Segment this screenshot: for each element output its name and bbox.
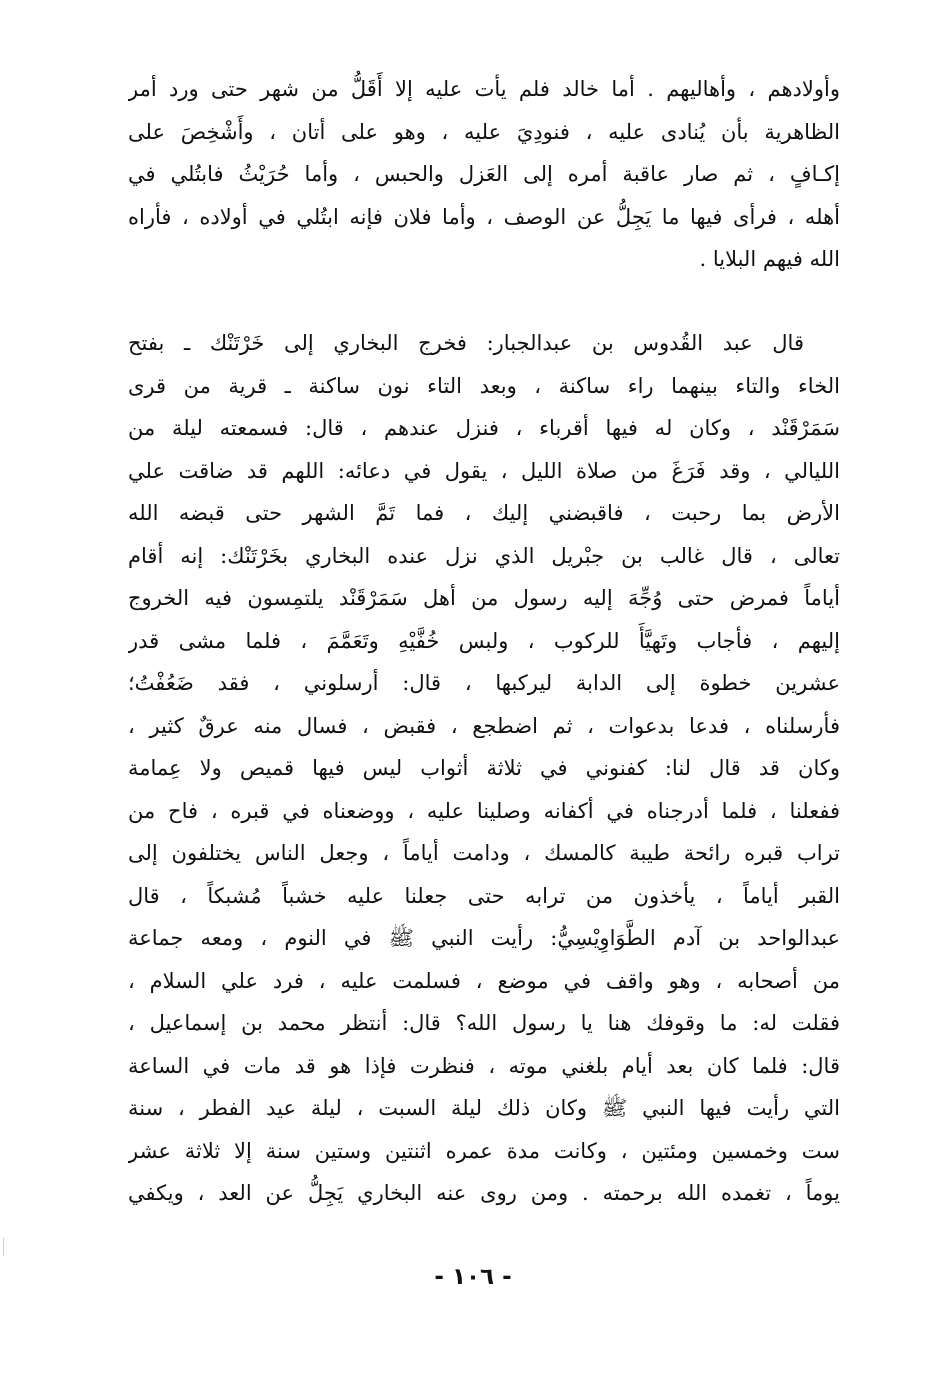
text-line: القبر أياماً ، يأخذون من ترابه حتى جعلنا عليه خشباً مُشبكاً ، قال — [128, 883, 840, 908]
text-line: من أصحابه ، وهو واقف في موضع ، فسلمت عليه ، فرد علي السلام ، — [128, 968, 840, 993]
text-line: سَمَرْقَنْد ، وكان له فيها أقرباء ، فنزل عندهم ، قال: فسمعته ليلة من — [128, 416, 840, 440]
text-line: عشرين خطوة إلى الدابة ليركبها ، قال: أرسلوني ، فقد ضَعُفْتُ؛ — [128, 671, 840, 695]
text-line: الظاهرية بأن يُنادى عليه ، فنودِيَ عليه ، وهو على أتان ، وأَشْخِصَ على — [128, 119, 840, 144]
text-line: قال عبد القُدوس بن عبدالجبار: فخرج البخاري إلى خَرْتَنْك ـ بفتح — [128, 331, 804, 355]
text-line: أهله ، فرأى فيها ما يَجِلُّ عن الوصف ، وأما فلان فإنه ابتُلي في أولاده ، فأراه — [128, 204, 840, 229]
text-line: وكان قد قال لنا: كفنوني في ثلاثة أثواب ليس فيها قميص ولا عِمامة — [128, 756, 840, 780]
text-line: يوماً ، تغمده الله برحمته . ومن روى عنه البخاري يَجِلُّ عن العد ، ويكفي — [128, 1181, 840, 1205]
text-line: الخاء والتاء بينهما راء ساكنة ، وبعد التاء نون ساكنة ـ قرية من قرى — [128, 373, 840, 398]
paragraph-1 — [128, 68, 840, 281]
text-line: عبدالواحد بن آدم الطَّوَاوِيْسِيُّ: رأيت النبي ﷺ في النوم ، ومعه جماعة — [128, 926, 840, 950]
text-line: تراب قبره رائحة طيبة كالمسك ، ودامت أياماً ، وجعل الناس يختلفون إلى — [128, 841, 840, 865]
text-line: أياماً فمرض حتى وُجِّهَ إليه رسول من أهل سَمَرْقَنْد يلتمِسون فيه الخروج — [128, 586, 840, 610]
text-line: وأولادهم ، وأهاليهم . أما خالد فلم يأت عليه إلا أَقَلُّ من شهر حتى ورد أمر — [128, 77, 840, 101]
text-line: فقلت له: ما وقوفك هنا يا رسول الله؟ قال: أنتظر محمد بن إسماعيل ، — [128, 1011, 840, 1035]
text-line: ست وخمسين ومئتين ، وكانت مدة عمره اثنتين وستين سنة إلا ثلاثة عشر — [128, 1138, 840, 1163]
text-line: إليهم ، فأجاب وتَهيَّأَ للركوب ، ولبس خُفَّيْهِ وتَعَمَّمَ ، فلما مشى قدر — [128, 628, 840, 653]
paragraph-2 — [128, 322, 840, 1215]
scan-edge-mark — [3, 1238, 4, 1256]
text-line: تعالى ، قال غالب بن جبْريل الذي نزل عنده البخاري بخَرْتَنْك: إنه أقام — [128, 543, 840, 568]
text-line: إكـافٍ ، ثم صار عاقبة أمره إلى العَزل والحبس ، وأما حُرَيْثُ فابتُلي في — [128, 162, 840, 186]
text-line: الليالي ، وقد فَرَغَ من صلاة الليل ، يقول في دعائه: اللهم قد ضاقت علي — [128, 458, 840, 483]
page-number: - ١٠٦ - — [434, 1264, 512, 1290]
text-line: فأرسلناه ، فدعا بدعوات ، ثم اضطجع ، فقبض ، فسال منه عرقٌ كثير ، — [128, 713, 840, 738]
text-line: ففعلنا ، فلما أدرجناه في أكفانه وصلينا عليه ، ووضعناه في قبره ، فاح من — [128, 798, 840, 823]
text-line: الأرض بما رحبت ، فاقبضني إليك ، فما تَمَّ الشهر حتى قبضه الله — [128, 501, 840, 525]
text-line: قال: فلما كان بعد أيام بلغني موته ، فنظرت فإذا هو قد مات في الساعة — [128, 1053, 840, 1078]
text-line: التي رأيت فيها النبي ﷺ وكان ذلك ليلة السبت ، ليلة عيد الفطر ، سنة — [128, 1096, 840, 1120]
text-line: الله فيهم البلايا . — [699, 247, 840, 271]
